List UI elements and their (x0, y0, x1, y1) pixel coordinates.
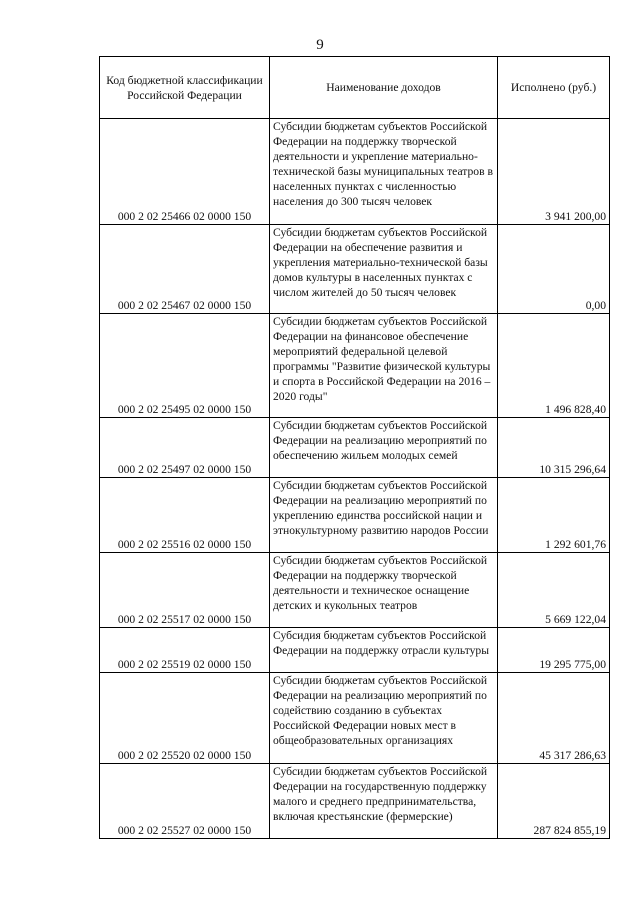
executed-amount-cell: 10 315 296,64 (498, 418, 610, 478)
table-row (100, 225, 610, 314)
table-row (100, 478, 610, 553)
table-header-row (100, 57, 610, 119)
executed-amount-cell: 1 496 828,40 (498, 314, 610, 418)
revenue-name-cell: Субсидии бюджетам субъектов Российской Федерации на финансовое обеспечение мероприятий федеральной целевой программы "Развитие физической культуры и спорта в Российской Федерации на 2016 – 2020 годы" (270, 314, 498, 418)
revenue-name-cell: Субсидии бюджетам субъектов Российской Федерации на поддержку творческой деятельности и техническое оснащение детских и кукольных театров (270, 553, 498, 628)
budget-code-cell: 000 2 02 25497 02 0000 150 (100, 418, 270, 478)
executed-amount-cell: 3 941 200,00 (498, 119, 610, 225)
table-row (100, 119, 610, 225)
budget-code-cell: 000 2 02 25516 02 0000 150 (100, 478, 270, 553)
executed-amount-cell: 0,00 (498, 225, 610, 314)
budget-code-cell: 000 2 02 25466 02 0000 150 (100, 119, 270, 225)
budget-code-cell: 000 2 02 25517 02 0000 150 (100, 553, 270, 628)
table-row (100, 418, 610, 478)
table-row (100, 764, 610, 839)
budget-code-cell: 000 2 02 25527 02 0000 150 (100, 764, 270, 839)
executed-amount-cell: 287 824 855,19 (498, 764, 610, 839)
executed-amount-cell: 5 669 122,04 (498, 553, 610, 628)
revenue-name-cell: Субсидии бюджетам субъектов Российской Федерации на государственную поддержку малого и среднего предпринимательства, включая крестьянские (фермерские) (270, 764, 498, 839)
executed-amount-cell: 19 295 775,00 (498, 628, 610, 673)
revenue-name-cell: Субсидии бюджетам субъектов Российской Федерации на реализацию мероприятий по содействию созданию в субъектах Российской Федерации новых мест в общеобразовательных организациях (270, 673, 498, 764)
revenue-name-cell: Субсидии бюджетам субъектов Российской Федерации на реализацию мероприятий по укреплению единства российской нации и этнокультурному развитию народов России (270, 478, 498, 553)
revenue-name-cell: Субсидии бюджетам субъектов Российской Федерации на поддержку творческой деятельности и укрепление материально-технической базы муниципальных театров в населенных пунктах с численностью населения до 300 тысяч человек (270, 119, 498, 225)
budget-code-cell: 000 2 02 25467 02 0000 150 (100, 225, 270, 314)
budget-code-cell: 000 2 02 25520 02 0000 150 (100, 673, 270, 764)
header-budget-code: Код бюджетной классификации Российской Федерации (100, 57, 270, 119)
page-number: 9 (316, 37, 324, 53)
executed-amount-cell: 1 292 601,76 (498, 478, 610, 553)
revenue-name-cell: Субсидии бюджетам субъектов Российской Федерации на обеспечение развития и укрепления материально-технической базы домов культуры в населенных пунктах с числом жителей до 50 тысяч человек (270, 225, 498, 314)
table-row (100, 673, 610, 764)
table-row (100, 628, 610, 673)
header-executed-amount: Исполнено (руб.) (498, 57, 610, 119)
revenue-name-cell: Субсидия бюджетам субъектов Российской Федерации на поддержку отрасли культуры (270, 628, 498, 673)
revenue-name-cell: Субсидии бюджетам субъектов Российской Федерации на реализацию мероприятий по обеспечению жильем молодых семей (270, 418, 498, 478)
table-row (100, 314, 610, 418)
budget-code-cell: 000 2 02 25495 02 0000 150 (100, 314, 270, 418)
executed-amount-cell: 45 317 286,63 (498, 673, 610, 764)
table-row (100, 553, 610, 628)
header-revenue-name: Наименование доходов (270, 57, 498, 119)
revenue-table (99, 56, 610, 839)
budget-code-cell: 000 2 02 25519 02 0000 150 (100, 628, 270, 673)
